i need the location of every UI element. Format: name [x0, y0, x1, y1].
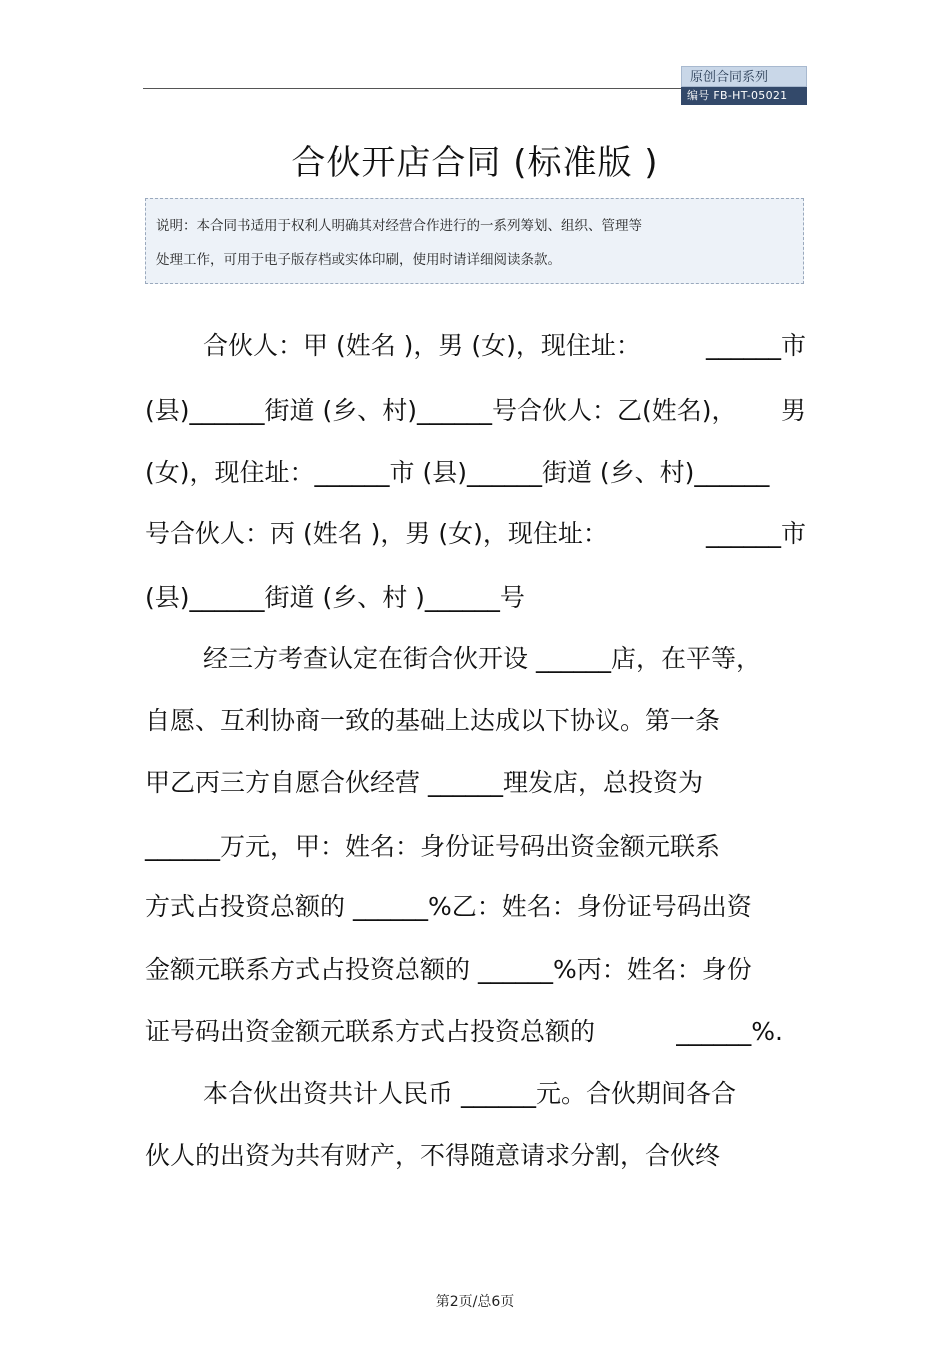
body-line-11-left: 金额元联系方式占投资总额的 ______%丙：姓名：身份 [145, 955, 752, 984]
body-line-10-left: 方式占投资总额的 ______%乙：姓名：身份证号码出资 [145, 892, 752, 921]
body-line-1-left: 合伙人：甲 (姓名 )，男 (女)，现住址： [203, 331, 641, 360]
body-line-12-left: 证号码出资金额元联系方式占投资总额的 [145, 1017, 596, 1046]
body-line-6 [203, 639, 806, 679]
body-line-2 [145, 391, 806, 431]
body-line-3 [145, 453, 808, 493]
body-line-4-right: ______市 [705, 519, 806, 548]
body-line-11 [145, 950, 806, 990]
series-label: 原创合同系列 [681, 66, 807, 87]
body-line-1-right: ______市 [705, 331, 806, 360]
body-line-12-right: ______%. [676, 1017, 783, 1046]
body-line-13 [203, 1074, 806, 1114]
page-indicator: 第2页/总6页 [435, 1294, 515, 1310]
body-line-5 [145, 578, 806, 618]
document-code: 编号 FB-HT-05021 [681, 87, 807, 105]
body-line-3-left: (女)，现住址：______市 (县)______街道 (乡、村)______ [145, 458, 770, 487]
document-title: 合伙开店合同 (标准版 ) [291, 143, 659, 183]
body-line-9-left: ______万元，甲：姓名：身份证号码出资金额元联系 [145, 832, 721, 861]
body-line-10 [145, 887, 806, 927]
body-line-8 [145, 763, 806, 803]
body-line-13-left: 本合伙出资共计人民币 ______元。合伙期间各合 [203, 1079, 736, 1108]
body-line-4-left: 号合伙人：丙 (姓名 )，男 (女)，现住址： [145, 519, 608, 548]
body-line-8-left: 甲乙丙三方自愿合伙经营 ______理发店，总投资为 [145, 768, 703, 797]
body-line-7 [145, 701, 806, 741]
body-line-2-left: (县)______街道 (乡、村)______号合伙人：乙(姓名)， [145, 396, 737, 425]
body-line-14 [145, 1136, 806, 1176]
body-line-7-left: 自愿、互利协商一致的基础上达成以下协议。第一条 [145, 706, 721, 735]
body-line-2-right: 男 [780, 396, 806, 425]
description-box [145, 198, 804, 284]
description-line-2: 处理工作，可用于电子版存档或实体印刷，使用时请详细阅读条款。 [156, 252, 561, 268]
series-badge [681, 66, 807, 105]
body-line-1 [203, 326, 806, 366]
body-line-12 [145, 1012, 783, 1052]
body-line-5-left: (县)______街道 (乡、村 )______号 [145, 583, 525, 612]
body-line-9 [145, 827, 806, 867]
description-line-1: 说明：本合同书适用于权利人明确其对经营合作进行的一系列筹划、组织、管理等 [156, 218, 642, 234]
body-line-6-left: 经三方考查认定在街合伙开设 ______店，在平等， [203, 644, 761, 673]
body-line-14-left: 伙人的出资为共有财产，不得随意请求分割，合伙终 [145, 1141, 721, 1170]
body-line-4 [145, 514, 806, 554]
